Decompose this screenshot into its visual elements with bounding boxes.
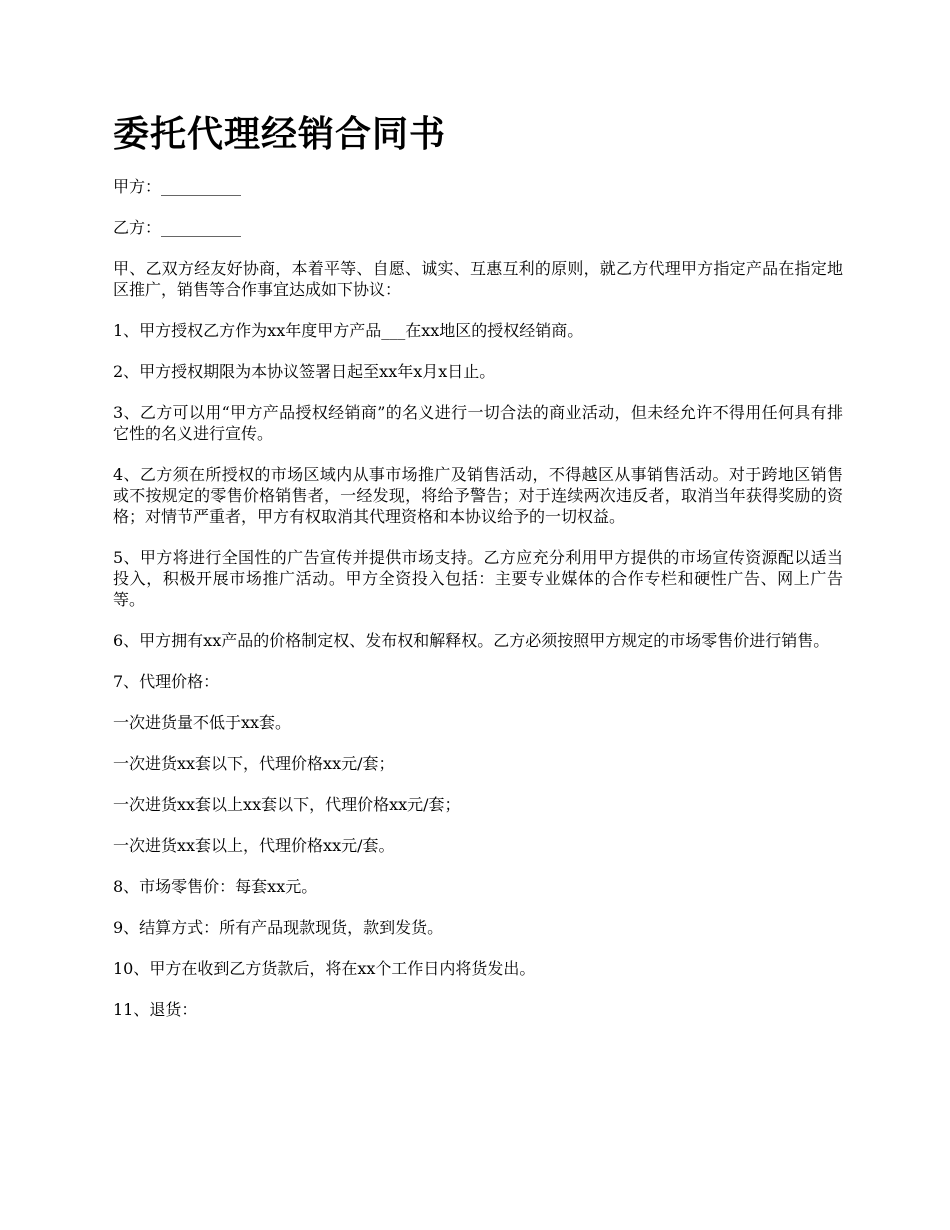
price-rule-below: 一次进货xx套以下，代理价格xx元/套；: [113, 754, 395, 773]
clause-3: 3、乙方可以用“甲方产品授权经销商”的名义进行一切合法的商业活动，但未经允许不得用任何具有排它性的名义进行宣传。: [113, 403, 843, 443]
clause-9: 9、结算方式：所有产品现款现货，款到发货。: [113, 918, 444, 937]
document-page: [113, 110, 843, 1040]
clause-5: 5、甲方将进行全国性的广告宣传并提供市场支持。乙方应充分利用甲方提供的市场宣传资源配以适当投入，积极开展市场推广活动。甲方全资投入包括：主要专业媒体的合作专栏和硬性广告、网上广告等。: [113, 548, 843, 609]
price-rule-between: 一次进货xx套以上xx套以下，代理价格xx元/套；: [113, 795, 461, 814]
clause-8: 8、市场零售价：每套xx元。: [113, 877, 318, 896]
preamble-paragraph: 甲、乙双方经友好协商，本着平等、自愿、诚实、互惠互利的原则，就乙方代理甲方指定产品在指定地区推广，销售等合作事宜达成如下协议：: [113, 259, 843, 299]
clause-2: 2、甲方授权期限为本协议签署日起至xx年x月x日止。: [113, 362, 496, 381]
document-title: 委托代理经销合同书: [113, 113, 447, 155]
clause-7-heading: 7、代理价格：: [113, 672, 220, 691]
price-rule-above: 一次进货xx套以上，代理价格xx元/套。: [113, 836, 395, 855]
price-rule-minimum: 一次进货量不低于xx套。: [113, 713, 292, 732]
clause-1: 1、甲方授权乙方作为xx年度甲方产品___在xx地区的授权经销商。: [113, 321, 584, 340]
party-a-line: 甲方：__________: [113, 177, 242, 196]
clause-6: 6、甲方拥有xx产品的价格制定权、发布权和解释权。乙方必须按照甲方规定的市场零售价进行销售。: [113, 631, 830, 650]
clause-10: 10、甲方在收到乙方货款后，将在xx个工作日内将货发出。: [113, 959, 536, 978]
party-b-line: 乙方：__________: [113, 218, 242, 237]
clause-11-heading: 11、退货：: [113, 1000, 198, 1019]
clause-4: 4、乙方须在所授权的市场区域内从事市场推广及销售活动，不得越区从事销售活动。对于跨地区销售或不按规定的零售价格销售者，一经发现，将给予警告；对于连续两次违反者，取消当年获得奖励的资格；对情节严重者，甲方有权取消其代理资格和本协议给予的一切权益。: [113, 465, 843, 526]
